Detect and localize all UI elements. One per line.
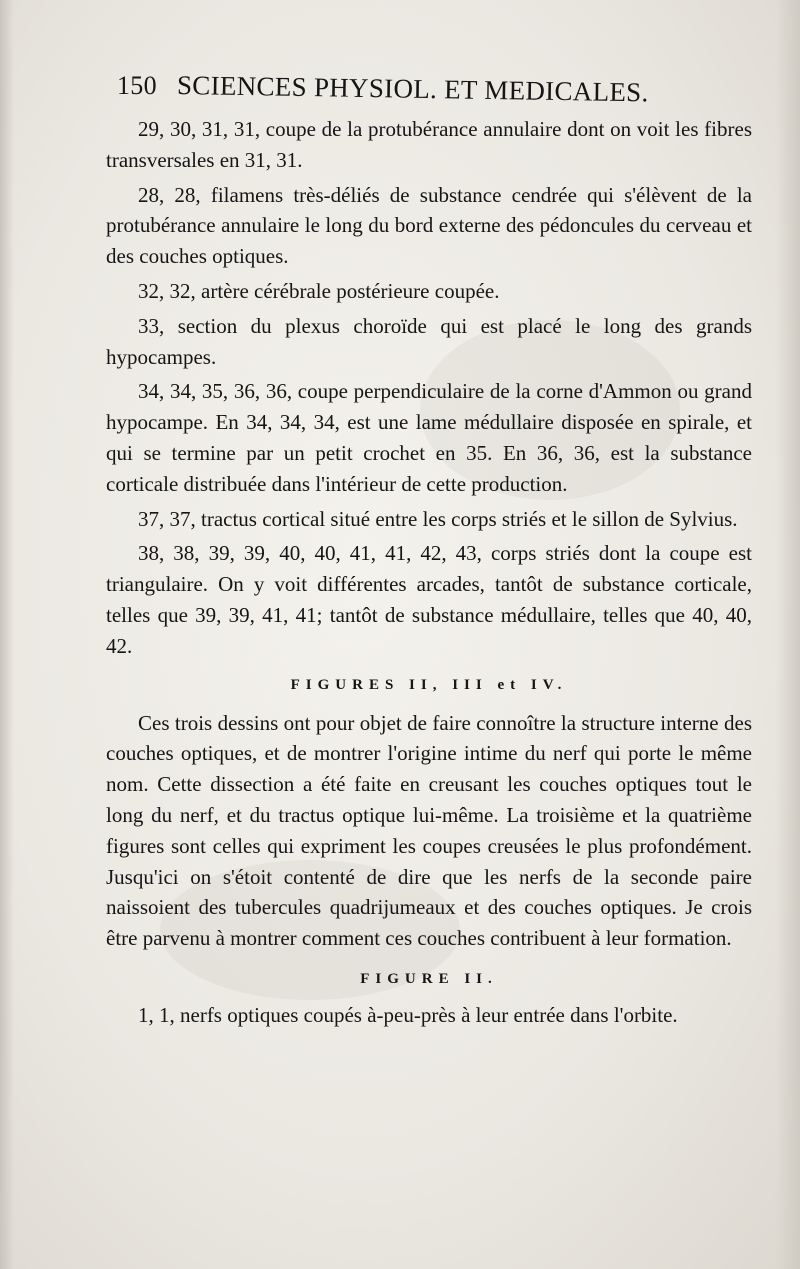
paragraph: 33, section du plexus choroïde qui est placé le long des grands hypocampes. bbox=[106, 313, 752, 369]
paragraph: 28, 28, filamens très-déliés de substance cendrée qui s'élèvent de la protubérance annulaire le long du bord externe des pédoncules du cerveau et des couches optiques. bbox=[106, 182, 752, 269]
running-head: SCIENCES PHYSIOL. ET MEDICALES. bbox=[176, 70, 649, 108]
page-number: 150 bbox=[117, 71, 157, 100]
section-heading-figure-2: FIGURE II. bbox=[360, 970, 498, 987]
page-body bbox=[106, 114, 752, 1031]
paragraph: 29, 30, 31, 31, coupe de la protubérance annulaire dont on voit les fibres transversales en 31, 31. bbox=[106, 117, 752, 172]
paragraph: 1, 1, nerfs optiques coupés à-peu-près à leur entrée dans l'orbite. bbox=[138, 1002, 678, 1027]
section-heading-figures: FIGURES II, III et IV. bbox=[290, 676, 568, 693]
paragraph: 38, 38, 39, 39, 40, 40, 41, 41, 42, 43, corps striés dont la coupe est triangulaire. On y voit différentes arcades, tantôt de substance corticale, telles que 39, 39, 41, 41; tantôt de substance médullaire, telles que 40, 40, 42. bbox=[106, 541, 752, 658]
paragraph: Ces trois dessins ont pour objet de faire connoître la structure interne des couches optiques, et de montrer l'origine intime du nerf qui porte le même nom. Cette dissection a été faite en creusant les couches optiques tout le long du nerf, et du tractus optique lui-même. La troisième et la quatrième figures sont celles qui expriment les coupes creusées le plus profondément. Jusqu'ici on s'étoit contenté de dire que les nerfs de la seconde paire naissoient des tubercules quadrijumeaux et des couches optiques. Je crois être parvenu à montrer comment ces couches contribuent à leur formation. bbox=[106, 710, 752, 951]
paragraph: 32, 32, artère cérébrale postérieure coupée. bbox=[138, 278, 500, 303]
page-header bbox=[117, 70, 727, 108]
paragraph: 34, 34, 35, 36, 36, coupe perpendiculaire de la corne d'Ammon ou grand hypocampe. En 34, 34, 34, est une lame médullaire disposée en spirale, et qui se termine par un petit crochet en 35. En 36, 36, est la substance corticale distribuée dans l'intérieur de cette production. bbox=[106, 379, 752, 496]
paragraph: 37, 37, tractus cortical situé entre les corps striés et le sillon de Sylvius. bbox=[138, 506, 738, 531]
